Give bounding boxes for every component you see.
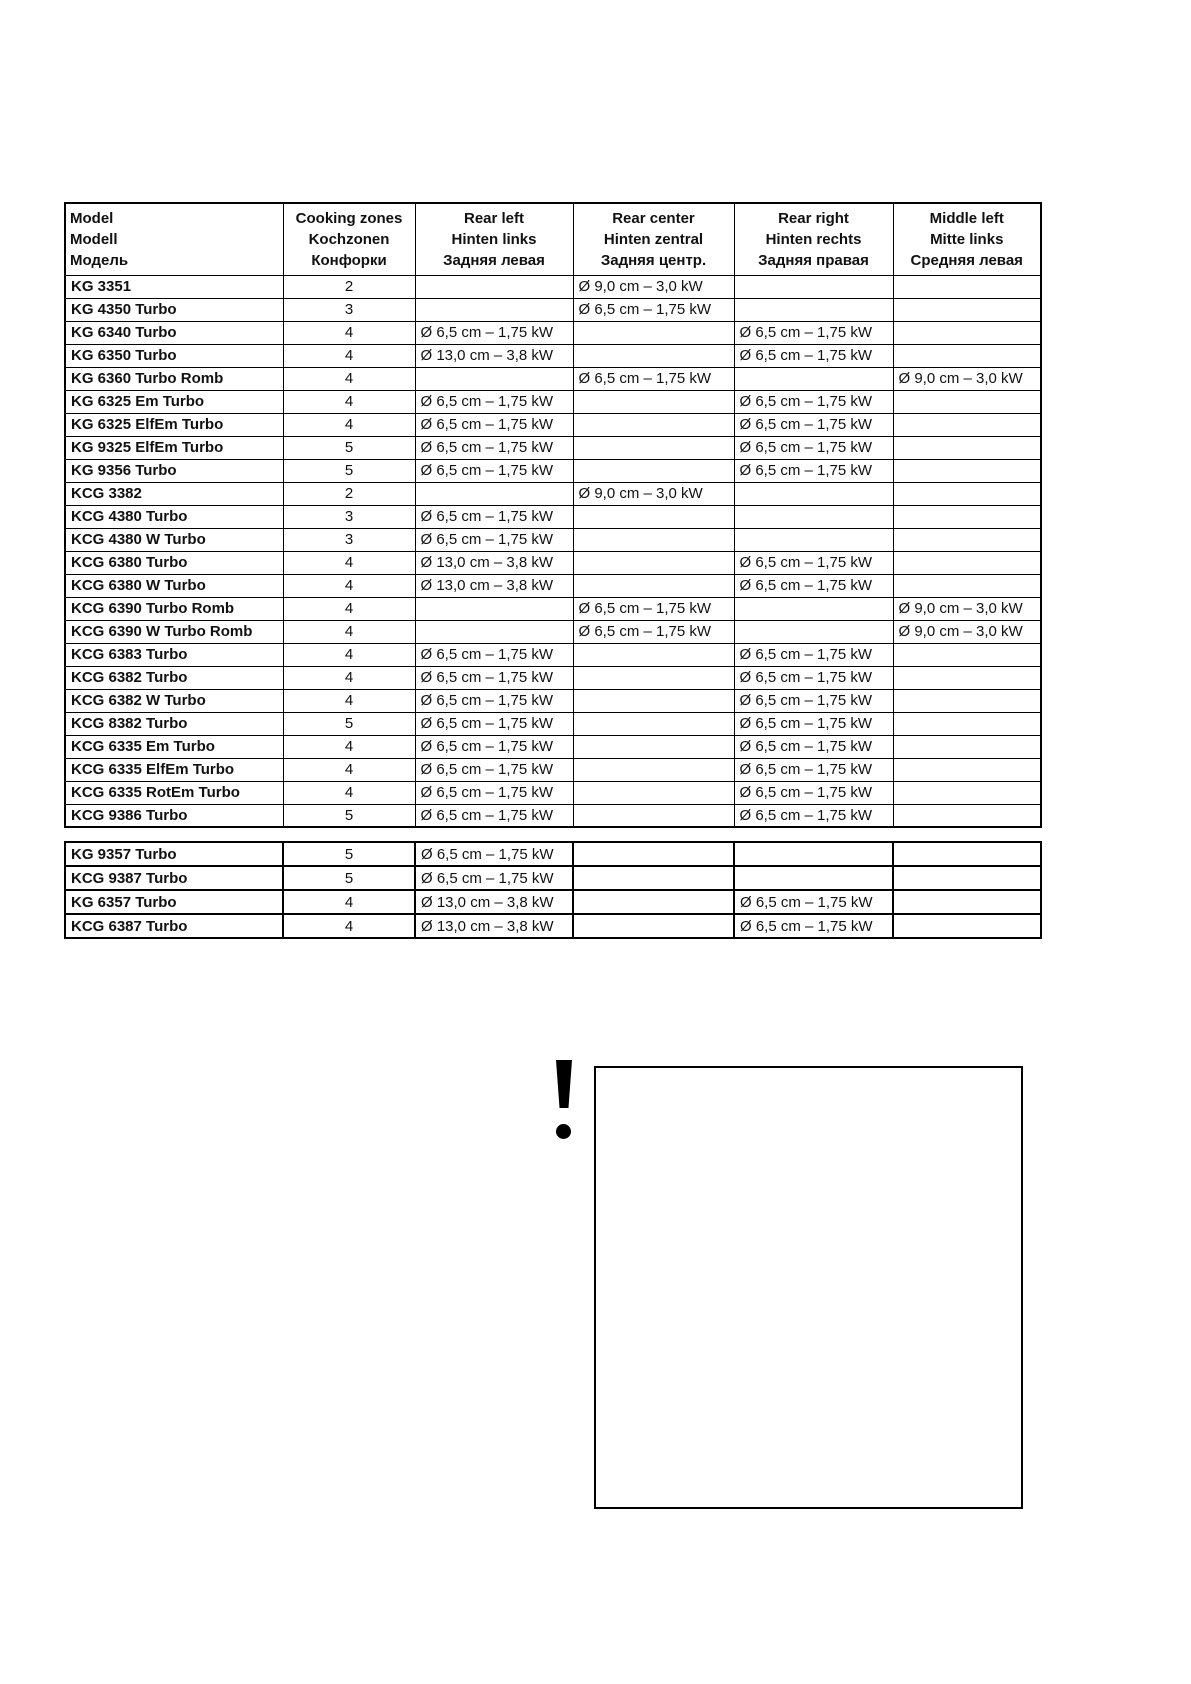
- burner-value-cell: [573, 890, 734, 914]
- table-row: [65, 413, 1041, 436]
- column-header-line: Hinten zentral: [603, 230, 704, 248]
- table-row: [65, 842, 1041, 866]
- burner-value-cell: [573, 643, 734, 666]
- burner-value-cell: Ø 6,5 cm – 1,75 kW: [734, 890, 893, 914]
- burner-value-cell: Ø 13,0 cm – 3,8 kW: [415, 344, 573, 367]
- burner-value-cell: Ø 9,0 cm – 3,0 kW: [893, 597, 1041, 620]
- burner-value-cell: [893, 482, 1041, 505]
- burner-value-cell: Ø 6,5 cm – 1,75 kW: [415, 866, 573, 890]
- burner-value-cell: [573, 666, 734, 689]
- model-cell: KG 6360 Turbo Romb: [65, 367, 283, 390]
- zones-cell: 4: [283, 551, 415, 574]
- burner-value-cell: Ø 6,5 cm – 1,75 kW: [415, 781, 573, 804]
- column-header: [734, 203, 893, 275]
- table-row: [65, 866, 1041, 890]
- burner-value-cell: [573, 436, 734, 459]
- burner-value-cell: Ø 6,5 cm – 1,75 kW: [415, 505, 573, 528]
- burner-value-cell: Ø 6,5 cm – 1,75 kW: [415, 413, 573, 436]
- column-header: [65, 203, 283, 275]
- zones-cell: 2: [283, 275, 415, 298]
- table-row: [65, 689, 1041, 712]
- zones-cell: 4: [283, 367, 415, 390]
- table-row: [65, 298, 1041, 321]
- exclamation-icon: [553, 1060, 575, 1142]
- table-row: [65, 551, 1041, 574]
- burner-value-cell: [893, 275, 1041, 298]
- burner-value-cell: [893, 436, 1041, 459]
- burner-value-cell: [415, 620, 573, 643]
- model-cell: KG 6357 Turbo: [65, 890, 283, 914]
- column-header-line: Конфорки: [311, 251, 387, 269]
- burner-value-cell: [415, 367, 573, 390]
- burner-value-cell: [573, 842, 734, 866]
- table-row: [65, 275, 1041, 298]
- burner-value-cell: [573, 574, 734, 597]
- burner-value-cell: [573, 321, 734, 344]
- table-row: [65, 390, 1041, 413]
- burner-value-cell: [893, 866, 1041, 890]
- burner-value-cell: [893, 914, 1041, 938]
- column-header-line: Задняя центр.: [600, 251, 707, 269]
- table-row: [65, 781, 1041, 804]
- burner-value-cell: Ø 6,5 cm – 1,75 kW: [734, 390, 893, 413]
- column-header-line: Mitte links: [930, 230, 1004, 248]
- burner-value-cell: [573, 344, 734, 367]
- burner-value-cell: [573, 712, 734, 735]
- burner-value-cell: [893, 643, 1041, 666]
- burner-value-cell: [893, 712, 1041, 735]
- burner-value-cell: Ø 13,0 cm – 3,8 kW: [415, 551, 573, 574]
- zones-cell: 4: [283, 620, 415, 643]
- table-row: [65, 804, 1041, 827]
- burner-value-cell: [734, 275, 893, 298]
- zones-cell: 4: [283, 413, 415, 436]
- burner-value-cell: [573, 528, 734, 551]
- model-cell: KCG 6387 Turbo: [65, 914, 283, 938]
- burner-value-cell: [573, 551, 734, 574]
- table-row: [65, 597, 1041, 620]
- model-cell: KG 6350 Turbo: [65, 344, 283, 367]
- column-header-line: Задняя правая: [758, 251, 869, 269]
- burner-value-cell: [573, 866, 734, 890]
- table-row: [65, 436, 1041, 459]
- burner-value-cell: Ø 6,5 cm – 1,75 kW: [415, 321, 573, 344]
- burner-value-cell: [893, 298, 1041, 321]
- burner-value-cell: [734, 620, 893, 643]
- zones-cell: 5: [283, 842, 415, 866]
- burner-value-cell: Ø 6,5 cm – 1,75 kW: [734, 413, 893, 436]
- exclamation-bar: [556, 1060, 572, 1108]
- column-header-line: Rear left: [463, 209, 525, 227]
- zones-cell: 3: [283, 505, 415, 528]
- table-row: [65, 574, 1041, 597]
- zones-cell: 4: [283, 914, 415, 938]
- burner-value-cell: Ø 6,5 cm – 1,75 kW: [415, 735, 573, 758]
- burner-value-cell: [573, 781, 734, 804]
- burner-value-cell: Ø 6,5 cm – 1,75 kW: [734, 735, 893, 758]
- zones-cell: 4: [283, 666, 415, 689]
- table-row: [65, 735, 1041, 758]
- burner-value-cell: Ø 6,5 cm – 1,75 kW: [573, 597, 734, 620]
- model-cell: KCG 6335 Em Turbo: [65, 735, 283, 758]
- column-header-line: Modell: [70, 230, 118, 248]
- model-cell: KG 9356 Turbo: [65, 459, 283, 482]
- burner-value-cell: [734, 482, 893, 505]
- zones-cell: 4: [283, 344, 415, 367]
- burner-value-cell: [734, 505, 893, 528]
- burner-value-cell: Ø 6,5 cm – 1,75 kW: [734, 643, 893, 666]
- burner-value-cell: [893, 551, 1041, 574]
- column-header-line: Rear right: [778, 209, 849, 227]
- column-header-line: Rear center: [612, 209, 695, 227]
- model-cell: KCG 6382 Turbo: [65, 666, 283, 689]
- burner-value-cell: [734, 866, 893, 890]
- zones-cell: 5: [283, 804, 415, 827]
- burner-value-cell: [893, 344, 1041, 367]
- burner-value-cell: Ø 6,5 cm – 1,75 kW: [415, 528, 573, 551]
- column-header: [415, 203, 573, 275]
- burner-value-cell: [734, 597, 893, 620]
- zones-cell: 4: [283, 597, 415, 620]
- column-header-line: Kochzonen: [308, 230, 390, 248]
- table-row: [65, 459, 1041, 482]
- burner-value-cell: Ø 6,5 cm – 1,75 kW: [415, 666, 573, 689]
- burner-value-cell: Ø 6,5 cm – 1,75 kW: [734, 574, 893, 597]
- burner-value-cell: [893, 689, 1041, 712]
- table-row: [65, 890, 1041, 914]
- table-row: [65, 367, 1041, 390]
- burner-value-cell: Ø 9,0 cm – 3,0 kW: [573, 275, 734, 298]
- burner-value-cell: [734, 842, 893, 866]
- table-row: [65, 482, 1041, 505]
- column-header-line: Задняя левая: [443, 251, 545, 269]
- burner-value-cell: Ø 6,5 cm – 1,75 kW: [734, 712, 893, 735]
- column-header-line: Модель: [70, 251, 129, 269]
- burner-value-cell: Ø 13,0 cm – 3,8 kW: [415, 890, 573, 914]
- burner-value-cell: Ø 9,0 cm – 3,0 kW: [893, 620, 1041, 643]
- model-cell: KG 6325 ElfEm Turbo: [65, 413, 283, 436]
- table-header: [65, 203, 1041, 275]
- model-cell: KG 3351: [65, 275, 283, 298]
- burner-value-cell: Ø 6,5 cm – 1,75 kW: [573, 620, 734, 643]
- burner-value-cell: Ø 6,5 cm – 1,75 kW: [573, 367, 734, 390]
- zones-cell: 4: [283, 781, 415, 804]
- zones-cell: 5: [283, 866, 415, 890]
- table-row: [65, 321, 1041, 344]
- model-cell: KG 9357 Turbo: [65, 842, 283, 866]
- burner-spec-table: [64, 202, 1042, 828]
- table-row: [65, 643, 1041, 666]
- column-header: [893, 203, 1041, 275]
- burner-value-cell: [893, 735, 1041, 758]
- burner-value-cell: [893, 781, 1041, 804]
- burner-value-cell: Ø 6,5 cm – 1,75 kW: [734, 804, 893, 827]
- burner-value-cell: [893, 842, 1041, 866]
- column-header-line: Средняя левая: [910, 251, 1023, 269]
- burner-value-cell: Ø 6,5 cm – 1,75 kW: [415, 758, 573, 781]
- burner-spec-table-extra: [64, 841, 1042, 939]
- model-cell: KCG 6383 Turbo: [65, 643, 283, 666]
- model-cell: KCG 9386 Turbo: [65, 804, 283, 827]
- column-header-line: Hinten links: [451, 230, 537, 248]
- burner-value-cell: [573, 505, 734, 528]
- model-cell: KCG 6390 Turbo Romb: [65, 597, 283, 620]
- burner-value-cell: [415, 275, 573, 298]
- burner-value-cell: [893, 459, 1041, 482]
- burner-value-cell: [415, 482, 573, 505]
- table-row: [65, 758, 1041, 781]
- burner-value-cell: [573, 914, 734, 938]
- zones-cell: 2: [283, 482, 415, 505]
- header-row: [65, 203, 1041, 275]
- note-box: [594, 1066, 1023, 1509]
- burner-value-cell: Ø 6,5 cm – 1,75 kW: [415, 842, 573, 866]
- burner-value-cell: Ø 6,5 cm – 1,75 kW: [734, 344, 893, 367]
- burner-value-cell: Ø 6,5 cm – 1,75 kW: [415, 804, 573, 827]
- burner-value-cell: [573, 804, 734, 827]
- burner-value-cell: Ø 6,5 cm – 1,75 kW: [415, 689, 573, 712]
- table-row: [65, 505, 1041, 528]
- burner-value-cell: Ø 6,5 cm – 1,75 kW: [734, 689, 893, 712]
- burner-value-cell: Ø 13,0 cm – 3,8 kW: [415, 574, 573, 597]
- table-row: [65, 528, 1041, 551]
- burner-value-cell: [893, 890, 1041, 914]
- table-row: [65, 914, 1041, 938]
- burner-value-cell: Ø 6,5 cm – 1,75 kW: [734, 758, 893, 781]
- model-cell: KCG 8382 Turbo: [65, 712, 283, 735]
- burner-value-cell: [573, 735, 734, 758]
- model-cell: KCG 6390 W Turbo Romb: [65, 620, 283, 643]
- zones-cell: 4: [283, 758, 415, 781]
- burner-value-cell: [893, 804, 1041, 827]
- column-header: [283, 203, 415, 275]
- burner-value-cell: Ø 6,5 cm – 1,75 kW: [415, 459, 573, 482]
- column-header-line: Hinten rechts: [765, 230, 862, 248]
- model-cell: KG 9325 ElfEm Turbo: [65, 436, 283, 459]
- model-cell: KG 4350 Turbo: [65, 298, 283, 321]
- burner-value-cell: Ø 6,5 cm – 1,75 kW: [415, 643, 573, 666]
- model-cell: KCG 4380 W Turbo: [65, 528, 283, 551]
- column-header-line: Model: [70, 209, 114, 227]
- zones-cell: 4: [283, 689, 415, 712]
- burner-value-cell: [893, 528, 1041, 551]
- burner-value-cell: [415, 597, 573, 620]
- burner-value-cell: [734, 367, 893, 390]
- table-row: [65, 712, 1041, 735]
- zones-cell: 5: [283, 459, 415, 482]
- burner-value-cell: Ø 6,5 cm – 1,75 kW: [734, 321, 893, 344]
- burner-value-cell: [893, 505, 1041, 528]
- burner-value-cell: Ø 6,5 cm – 1,75 kW: [734, 436, 893, 459]
- table-row: [65, 620, 1041, 643]
- zones-cell: 5: [283, 712, 415, 735]
- burner-value-cell: [893, 413, 1041, 436]
- burner-value-cell: [573, 689, 734, 712]
- model-cell: KCG 6380 Turbo: [65, 551, 283, 574]
- burner-value-cell: [573, 758, 734, 781]
- zones-cell: 4: [283, 735, 415, 758]
- burner-value-cell: Ø 9,0 cm – 3,0 kW: [893, 367, 1041, 390]
- model-cell: KCG 4380 Turbo: [65, 505, 283, 528]
- burner-value-cell: Ø 9,0 cm – 3,0 kW: [573, 482, 734, 505]
- model-cell: KG 6325 Em Turbo: [65, 390, 283, 413]
- column-header-line: Middle left: [929, 209, 1004, 227]
- zones-cell: 4: [283, 390, 415, 413]
- burner-value-cell: [573, 413, 734, 436]
- burner-value-cell: [573, 390, 734, 413]
- table-row: [65, 666, 1041, 689]
- column-header: [573, 203, 734, 275]
- burner-value-cell: [893, 758, 1041, 781]
- column-header-line: Cooking zones: [295, 209, 403, 227]
- model-cell: KCG 6380 W Turbo: [65, 574, 283, 597]
- burner-value-cell: Ø 13,0 cm – 3,8 kW: [415, 914, 573, 938]
- model-cell: KCG 3382: [65, 482, 283, 505]
- burner-value-cell: Ø 6,5 cm – 1,75 kW: [415, 712, 573, 735]
- burner-value-cell: [893, 666, 1041, 689]
- model-cell: KCG 9387 Turbo: [65, 866, 283, 890]
- exclamation-dot: [556, 1124, 571, 1139]
- burner-value-cell: [734, 528, 893, 551]
- zones-cell: 5: [283, 436, 415, 459]
- burner-value-cell: Ø 6,5 cm – 1,75 kW: [734, 914, 893, 938]
- burner-value-cell: Ø 6,5 cm – 1,75 kW: [734, 459, 893, 482]
- zones-cell: 4: [283, 574, 415, 597]
- model-cell: KCG 6335 ElfEm Turbo: [65, 758, 283, 781]
- burner-value-cell: [893, 321, 1041, 344]
- burner-value-cell: Ø 6,5 cm – 1,75 kW: [573, 298, 734, 321]
- table-row: [65, 344, 1041, 367]
- zones-cell: 4: [283, 321, 415, 344]
- zones-cell: 3: [283, 528, 415, 551]
- burner-value-cell: Ø 6,5 cm – 1,75 kW: [734, 781, 893, 804]
- model-cell: KG 6340 Turbo: [65, 321, 283, 344]
- burner-value-cell: [893, 574, 1041, 597]
- zones-cell: 3: [283, 298, 415, 321]
- burner-value-cell: Ø 6,5 cm – 1,75 kW: [734, 666, 893, 689]
- burner-value-cell: Ø 6,5 cm – 1,75 kW: [415, 436, 573, 459]
- model-cell: KCG 6382 W Turbo: [65, 689, 283, 712]
- burner-value-cell: [893, 390, 1041, 413]
- model-cell: KCG 6335 RotEm Turbo: [65, 781, 283, 804]
- burner-value-cell: [415, 298, 573, 321]
- zones-cell: 4: [283, 643, 415, 666]
- burner-value-cell: Ø 6,5 cm – 1,75 kW: [734, 551, 893, 574]
- burner-value-cell: [573, 459, 734, 482]
- zones-cell: 4: [283, 890, 415, 914]
- burner-value-cell: [734, 298, 893, 321]
- burner-value-cell: Ø 6,5 cm – 1,75 kW: [415, 390, 573, 413]
